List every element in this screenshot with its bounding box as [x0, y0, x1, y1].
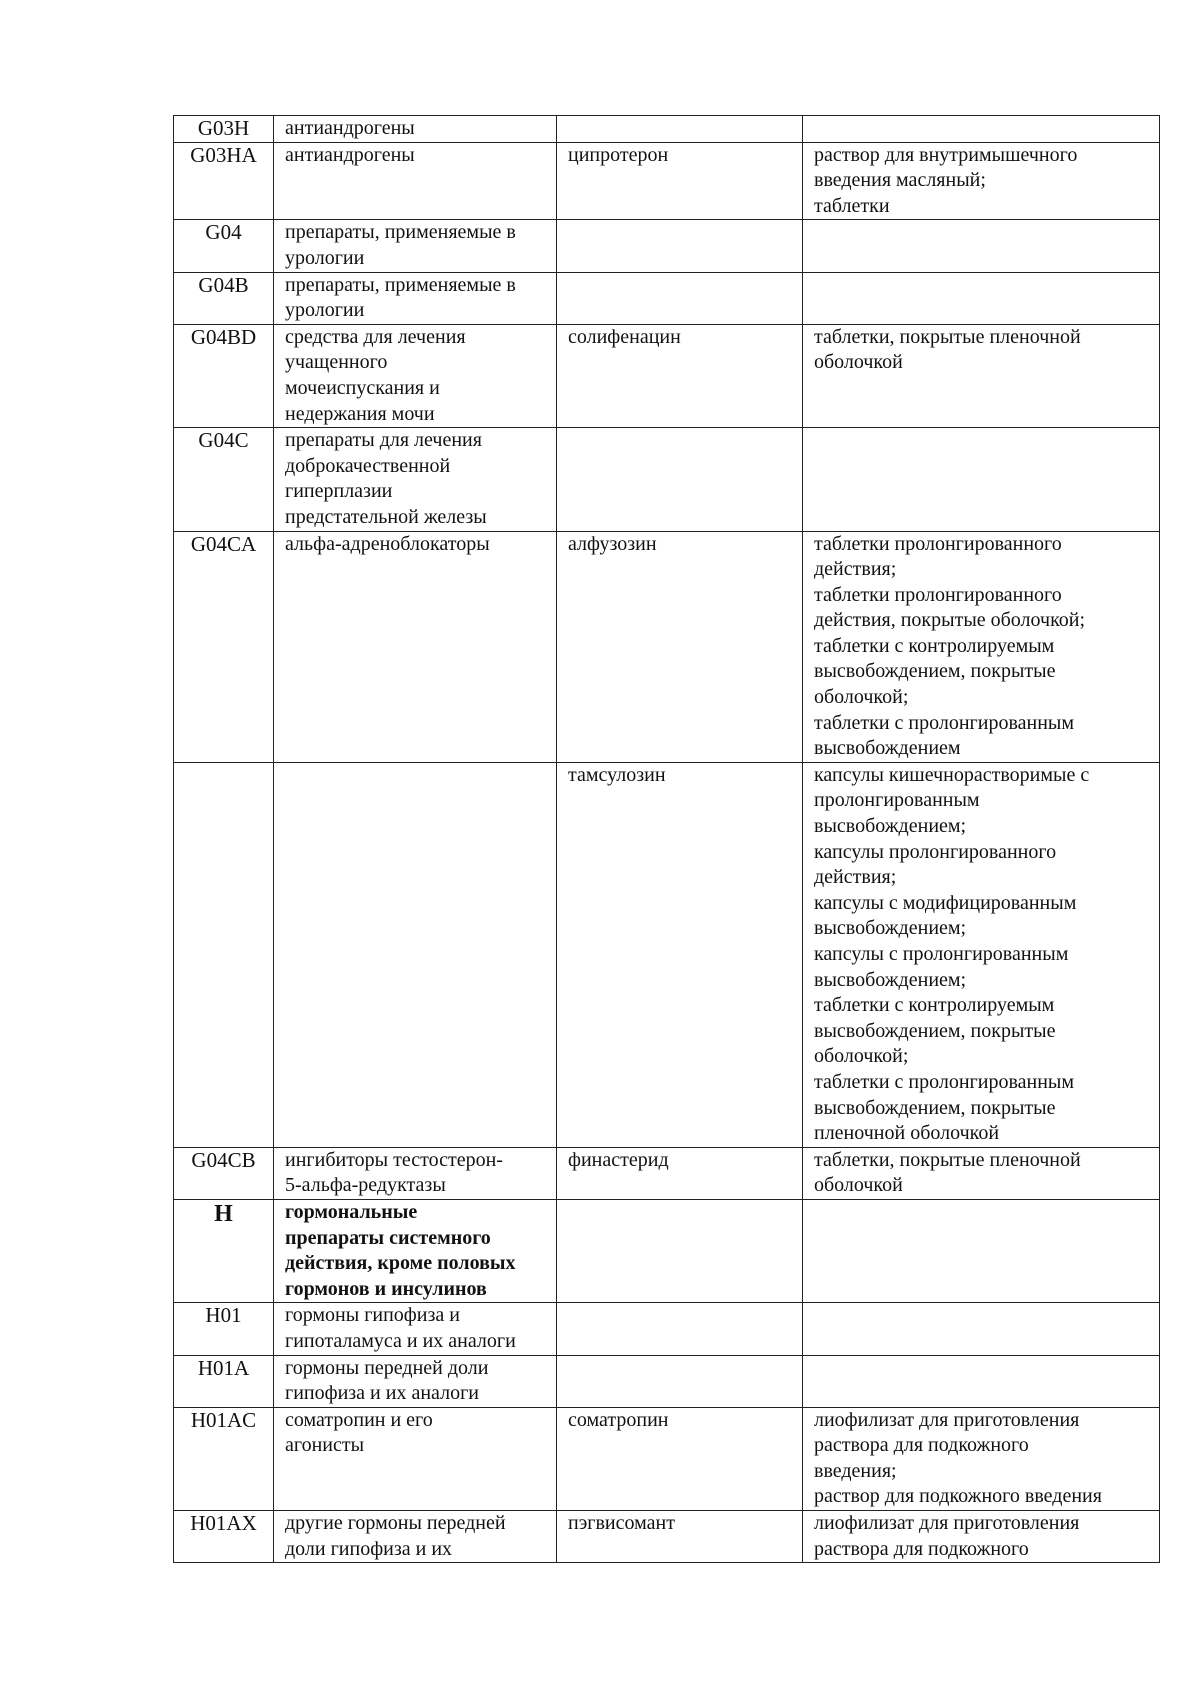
- atc-code-cell: G03HA: [174, 142, 274, 220]
- atc-code-cell: H01: [174, 1303, 274, 1355]
- drug-name-cell: [557, 1303, 803, 1355]
- table-row: [174, 428, 1160, 531]
- drug-name-cell: [557, 1355, 803, 1407]
- dosage-form-cell: лиофилизат для приготовления раствора для подкожного введения; раствор для подкожного введения: [803, 1407, 1160, 1510]
- dosage-form-cell: [803, 220, 1160, 272]
- dosage-form-cell: [803, 1355, 1160, 1407]
- group-name-cell: гормональные препараты системного действия, кроме половых гормонов и инсулинов: [274, 1199, 557, 1302]
- dosage-form-cell: [803, 428, 1160, 531]
- atc-code-cell: G04B: [174, 272, 274, 324]
- section-header-row: [174, 1199, 1160, 1302]
- table-row: [174, 220, 1160, 272]
- group-name-cell: препараты для лечения доброкачественной гиперплазии предстательной железы: [274, 428, 557, 531]
- drug-name-cell: алфузозин: [557, 531, 803, 762]
- group-name-cell: ингибиторы тестостерон- 5-альфа-редуктазы: [274, 1147, 557, 1199]
- table-row: [174, 116, 1160, 143]
- dosage-form-cell: [803, 1199, 1160, 1302]
- table-row: [174, 324, 1160, 427]
- dosage-form-cell: таблетки, покрытые пленочной оболочкой: [803, 324, 1160, 427]
- dosage-form-cell: таблетки пролонгированного действия; таблетки пролонгированного действия, покрытые оболочкой; таблетки с контролируемым высвобождением, покрытые оболочкой; таблетки с пролонгированным высвобождением: [803, 531, 1160, 762]
- table-row: [174, 142, 1160, 220]
- drug-name-cell: [557, 116, 803, 143]
- atc-code-cell: H01A: [174, 1355, 274, 1407]
- atc-code-cell: H01AC: [174, 1407, 274, 1510]
- drug-name-cell: [557, 1199, 803, 1302]
- atc-code-cell: G04: [174, 220, 274, 272]
- drug-name-cell: финастерид: [557, 1147, 803, 1199]
- group-name-cell: соматропин и его агонисты: [274, 1407, 557, 1510]
- atc-code-cell: G04CB: [174, 1147, 274, 1199]
- dosage-form-cell: [803, 116, 1160, 143]
- drug-name-cell: солифенацин: [557, 324, 803, 427]
- group-name-cell: гормоны передней доли гипофиза и их аналоги: [274, 1355, 557, 1407]
- group-name-cell: другие гормоны передней доли гипофиза и их: [274, 1511, 557, 1563]
- atc-code-cell: G04BD: [174, 324, 274, 427]
- group-name-cell: препараты, применяемые в урологии: [274, 272, 557, 324]
- group-name-cell: гормоны гипофиза и гипоталамуса и их аналоги: [274, 1303, 557, 1355]
- drug-name-cell: [557, 428, 803, 531]
- dosage-form-cell: капсулы кишечнорастворимые с пролонгированным высвобождением; капсулы пролонгированного действия; капсулы с модифицированным высвобождением; капсулы с пролонгированным высвобождением; таблетки с контролируемым высвобождением, покрытые оболочкой; таблетки с пролонгированным высвобождением, покрытые пленочной оболочкой: [803, 762, 1160, 1147]
- group-name-cell: средства для лечения учащенного мочеиспускания и недержания мочи: [274, 324, 557, 427]
- table-row: [174, 531, 1160, 762]
- drug-name-cell: ципротерон: [557, 142, 803, 220]
- atc-code-cell: H: [174, 1199, 274, 1302]
- drug-name-cell: [557, 220, 803, 272]
- drug-table: [173, 115, 1160, 1563]
- dosage-form-cell: [803, 1303, 1160, 1355]
- atc-code-cell: G04C: [174, 428, 274, 531]
- drug-name-cell: пэгвисомант: [557, 1511, 803, 1563]
- group-name-cell: [274, 762, 557, 1147]
- dosage-form-cell: [803, 272, 1160, 324]
- drug-name-cell: [557, 272, 803, 324]
- atc-code-cell: [174, 762, 274, 1147]
- drug-name-cell: соматропин: [557, 1407, 803, 1510]
- dosage-form-cell: таблетки, покрытые пленочной оболочкой: [803, 1147, 1160, 1199]
- group-name-cell: антиандрогены: [274, 116, 557, 143]
- drug-name-cell: тамсулозин: [557, 762, 803, 1147]
- group-name-cell: препараты, применяемые в урологии: [274, 220, 557, 272]
- atc-code-cell: G04CA: [174, 531, 274, 762]
- atc-code-cell: H01AX: [174, 1511, 274, 1563]
- table-row: [174, 1407, 1160, 1510]
- atc-code-cell: G03H: [174, 116, 274, 143]
- table-row: [174, 1147, 1160, 1199]
- table-row: [174, 762, 1160, 1147]
- table-row: [174, 1355, 1160, 1407]
- group-name-cell: альфа-адреноблокаторы: [274, 531, 557, 762]
- table-row: [174, 1511, 1160, 1563]
- dosage-form-cell: лиофилизат для приготовления раствора для подкожного: [803, 1511, 1160, 1563]
- table-row: [174, 272, 1160, 324]
- group-name-cell: антиандрогены: [274, 142, 557, 220]
- dosage-form-cell: раствор для внутримышечного введения масляный; таблетки: [803, 142, 1160, 220]
- table-row: [174, 1303, 1160, 1355]
